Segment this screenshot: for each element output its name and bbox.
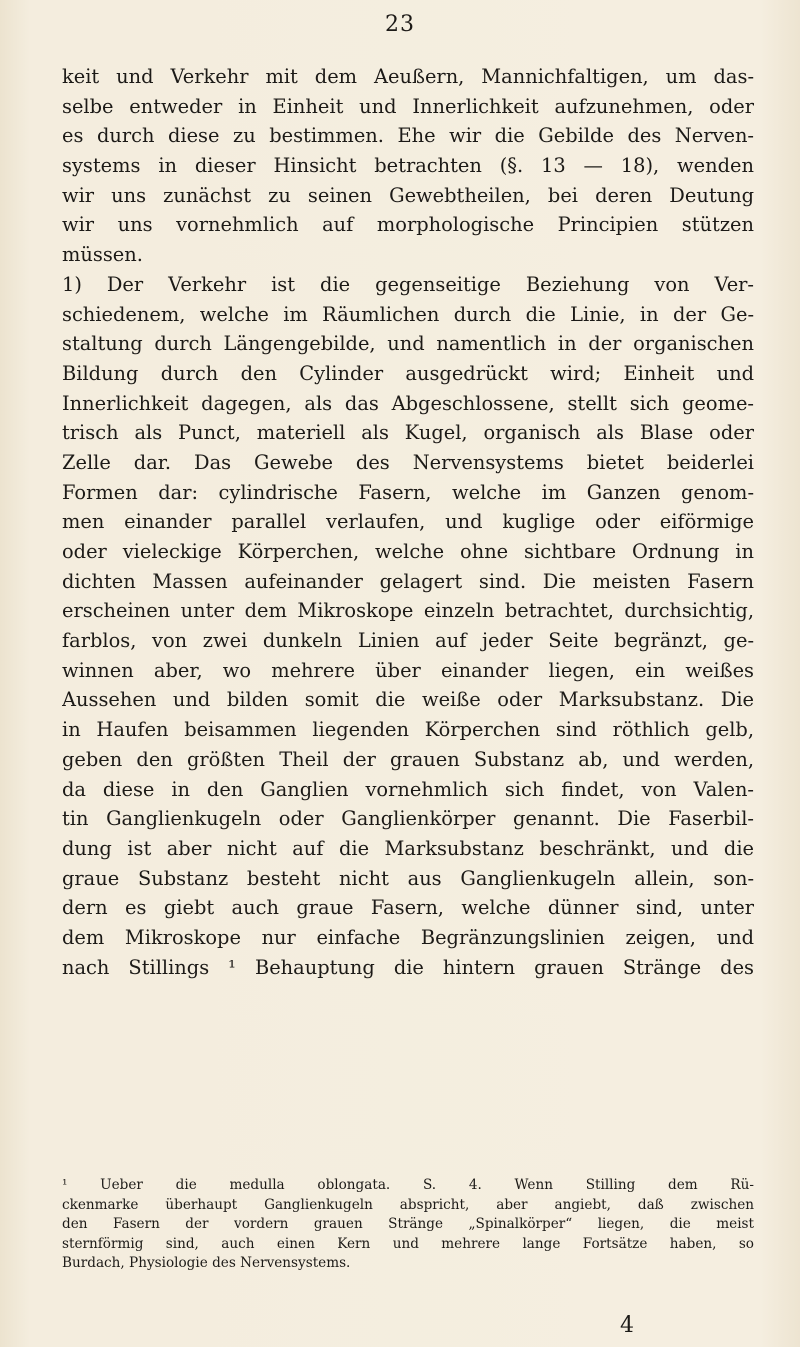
text-line: selbe entweder in Einheit und Innerlichkeit aufzunehmen, oder <box>62 94 754 118</box>
text-line: wir uns zunächst zu seinen Gewebtheilen, bei deren Deutung <box>62 183 754 207</box>
signature-mark: 4 <box>620 1313 634 1338</box>
text-line: 1) Der Verkehr ist die gegenseitige Beziehung von Ver- <box>62 272 754 296</box>
footnote-line: sternförmig sind, auch einen Kern und mehrere lange Fortsätze haben, so <box>62 1235 754 1252</box>
text-line: geben den größten Theil der grauen Substanz ab, und werden, <box>62 747 754 771</box>
page-number: 23 <box>385 12 415 37</box>
footnote-line: ¹ Ueber die medulla oblongata. S. 4. Wenn Stilling dem Rü- <box>62 1177 754 1193</box>
text-line: tin Ganglienkugeln oder Ganglienkörper genannt. Die Faserbil- <box>62 807 754 831</box>
text-line: schiedenem, welche im Räumlichen durch die Linie, in der Ge- <box>62 302 754 326</box>
text-line: nach Stillings ¹ Behauptung die hintern grauen Stränge des <box>62 955 754 979</box>
text-line: dichten Massen aufeinander gelagert sind. Die meisten Fasern <box>62 569 754 593</box>
text-line: dem Mikroskope nur einfache Begränzungslinien zeigen, und <box>62 925 754 949</box>
text-line: winnen aber, wo mehrere über einander liegen, ein weißes <box>62 658 754 682</box>
text-line: wir uns vornehmlich auf morphologische Principien stützen <box>62 213 754 237</box>
text-line: oder vieleckige Körperchen, welche ohne sichtbare Ordnung in <box>62 540 754 563</box>
text-line: in Haufen beisammen liegenden Körperchen sind röthlich gelb, <box>62 718 754 742</box>
text-line: Zelle dar. Das Gewebe des Nervensystems bietet beiderlei <box>62 450 754 474</box>
footnotes <box>62 1176 754 1274</box>
text-line: Innerlichkeit dagegen, als das Abgeschlossene, stellt sich geome- <box>62 391 754 415</box>
text-line: keit und Verkehr mit dem Aeußern, Mannichfaltigen, um das- <box>62 65 754 88</box>
text-line: Bildung durch den Cylinder ausgedrückt wird; Einheit und <box>62 361 754 385</box>
footnote-line: Burdach, Physiologie des Nervensystems. <box>62 1255 351 1272</box>
text-line: farblos, von zwei dunkeln Linien auf jeder Seite begränzt, ge- <box>62 629 754 653</box>
text-line: systems in dieser Hinsicht betrachten (§. 13 — 18), wenden <box>62 154 754 178</box>
text-line: da diese in den Ganglien vornehmlich sich findet, von Valen- <box>62 777 754 801</box>
text-line: men einander parallel verlaufen, und kuglige oder eiförmige <box>62 510 754 534</box>
text-line: Aussehen und bilden somit die weiße oder Marksubstanz. Die <box>62 688 754 712</box>
text-line: staltung durch Längengebilde, und namentlich in der organischen <box>62 332 754 356</box>
text-line: es durch diese zu bestimmen. Ehe wir die Gebilde des Nerven- <box>62 124 754 148</box>
footnote-line: den Fasern der vordern grauen Stränge „Spinalkörper“ liegen, die meist <box>62 1216 754 1233</box>
footnote-line: ckenmarke überhaupt Ganglienkugeln abspricht, aber angiebt, daß zwischen <box>62 1196 754 1213</box>
text-line: dern es giebt auch graue Fasern, welche dünner sind, unter <box>62 896 754 920</box>
text-line: graue Substanz besteht nicht aus Ganglienkugeln allein, son- <box>62 866 754 890</box>
text-line: müssen. <box>62 243 143 267</box>
text-line: trisch als Punct, materiell als Kugel, organisch als Blase oder <box>62 421 754 445</box>
text-line: Formen dar: cylindrische Fasern, welche im Ganzen genom- <box>62 480 754 504</box>
text-line: erscheinen unter dem Mikroskope einzeln betrachtet, durchsichtig, <box>62 599 754 623</box>
text-line: dung ist aber nicht auf die Marksubstanz beschränkt, und die <box>62 836 754 860</box>
body-text <box>62 62 754 982</box>
